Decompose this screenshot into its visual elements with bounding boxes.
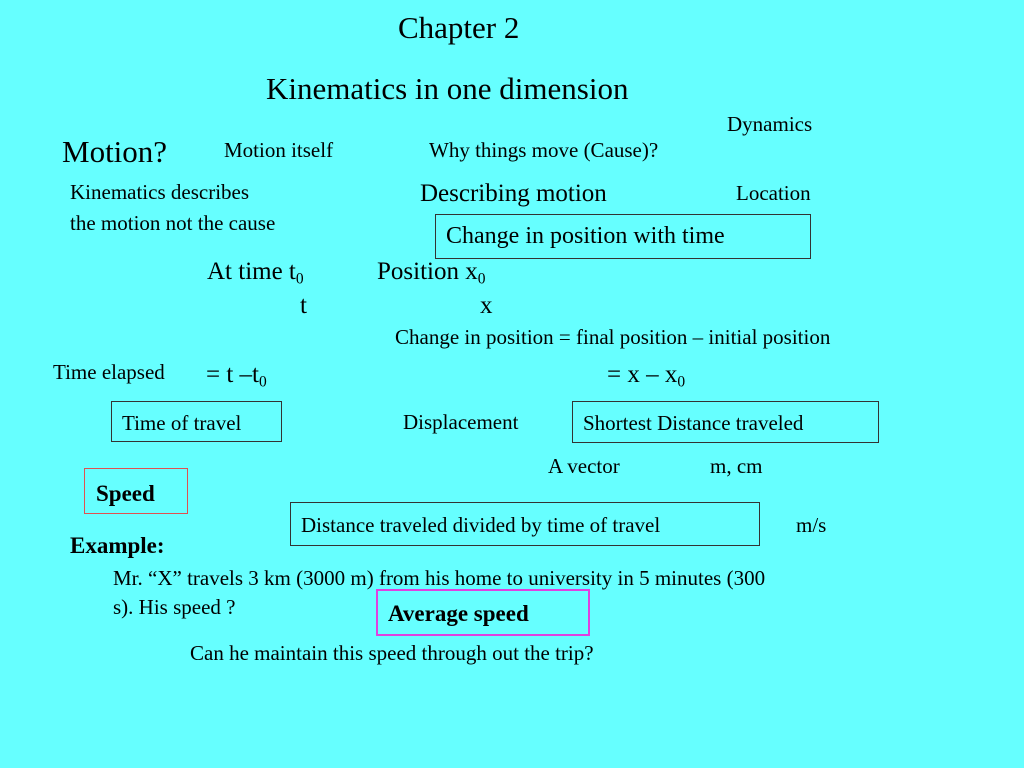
time-t-label: t (300, 292, 307, 319)
motion-question: Motion? (62, 134, 168, 169)
average-speed-text: Average speed (388, 601, 529, 626)
position-x-label: x (480, 292, 493, 319)
speed-definition-text: Distance traveled divided by time of travel (301, 513, 661, 537)
slide-subtitle: Kinematics in one dimension (266, 71, 629, 106)
dynamics-label: Dynamics (727, 112, 813, 136)
time-elapsed-equation: = t $-t_0$ (206, 361, 267, 391)
speed-definition-box (290, 502, 760, 546)
position-subscript: 0 (477, 270, 486, 288)
shortest-distance-text: Shortest Distance traveled (583, 411, 804, 435)
displacement-subscript: 0 (677, 373, 686, 391)
time-elapsed-subscript: 0 (259, 373, 267, 391)
change-formula: Change in position = final position – initial position (395, 325, 831, 349)
describing-motion-label: Describing motion (420, 180, 607, 207)
time-elapsed-label: Time elapsed (53, 360, 165, 384)
example-question: Can he maintain this speed through out the trip? (190, 641, 594, 665)
vector-label: A vector (548, 454, 620, 478)
example-line-1: Mr. “X” travels 3 km (3000 m) from his home to university in 5 minutes (300 (113, 566, 766, 590)
displacement-equation: = x – $x_0$ (607, 361, 686, 391)
speed-box (84, 468, 188, 514)
speed-units: m/s (796, 513, 827, 537)
speed-text: Speed (96, 481, 155, 506)
average-speed-box (376, 589, 590, 636)
at-time-subscript: 0 (295, 270, 304, 288)
slide-title: Chapter 2 (398, 10, 520, 45)
time-of-travel-text: Time of travel (122, 411, 242, 435)
why-things-move-label: Why things move (Cause)? (429, 138, 659, 162)
position-label: Position $x_0$ (377, 258, 486, 288)
location-label: Location (736, 181, 811, 205)
change-in-position-box (435, 214, 811, 259)
shortest-distance-box (572, 401, 879, 443)
displacement-label: Displacement (403, 410, 519, 434)
kinematics-line-1: Kinematics describes (70, 180, 250, 204)
motion-itself-label: Motion itself (224, 138, 334, 162)
at-time-label: At time $t_0$ (207, 258, 304, 288)
kinematics-line-2: the motion not the cause (70, 211, 276, 235)
example-label: Example: (70, 533, 165, 558)
change-in-position-text: Change in position with time (446, 223, 725, 249)
distance-units: m, cm (710, 454, 763, 478)
time-of-travel-box (111, 401, 282, 442)
example-line-2: s). His speed ? (113, 595, 236, 619)
